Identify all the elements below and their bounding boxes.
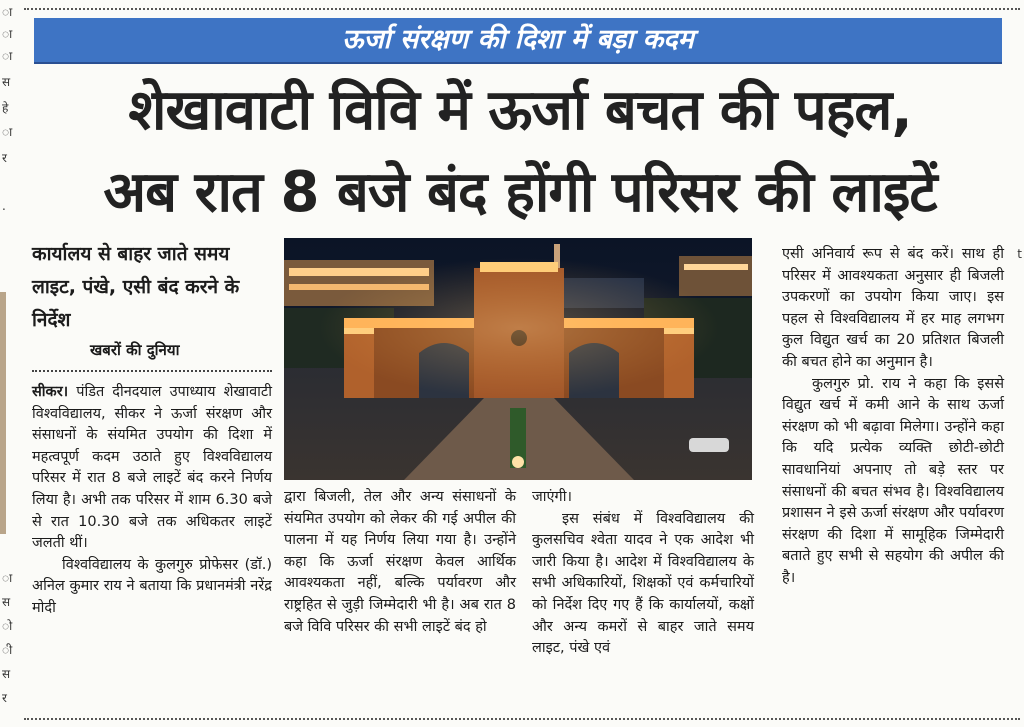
edge-photo-sliver [0, 292, 6, 534]
left-fragment: र [2, 151, 7, 165]
article-column-2 [284, 487, 516, 638]
left-fragment: ा [2, 5, 13, 19]
headline-line-2: अब रात 8 बजे बंद होंगी परिसर की लाइटें [103, 160, 937, 225]
article-column-4 [782, 244, 1004, 590]
left-edge-fragments [0, 0, 22, 727]
left-fragment: ा [2, 125, 13, 139]
bottom-border [24, 718, 1020, 720]
deck-subheadline: कार्यालय से बाहर जाते समय लाइट, पंखे, एसी बंद करने के निर्देश [32, 243, 240, 331]
left-fragment: ा [2, 49, 13, 63]
dateline: सीकर। [32, 384, 69, 400]
right-edge-fragments [1008, 0, 1024, 727]
paragraph: जाएंगी। [532, 489, 572, 505]
left-fragment: स [2, 75, 11, 89]
left-fragment: ो [2, 619, 13, 633]
left-fragment: र [2, 691, 7, 705]
left-fragment: स [2, 667, 11, 681]
left-fragment: ा [2, 571, 13, 585]
right-fragment: t [1017, 247, 1022, 261]
campus-gate-night-photo [284, 238, 752, 480]
article-column-1 [32, 382, 272, 620]
byline: खबरों की दुनिया [90, 341, 180, 359]
paragraph: विश्वविद्यालय के कुलगुरु प्रोफेसर (डॉ.) अनिल कुमार राय ने बताया कि प्रधानमंत्री नरेंद्र मोदी [32, 556, 272, 616]
left-fragment: . [2, 199, 6, 213]
paragraph: द्वारा बिजली, तेल और अन्य संसाधनों के संयमित उपयोग को लेकर की गई अपील की पालना में यह निर्णय लिया गया है। उन्होंने कहा कि ऊर्जा संरक्षण केवल आर्थिक आवश्यकता नहीं, बल्कि पर्यावरण और राष्ट्रहित से जुड़ी जिम्मेदारी भी है। अब रात 8 बजे विवि परिसर की सभी लाइटें बंद हो [284, 489, 516, 635]
headline-line-1: शेखावाटी विवि में ऊर्जा बचत की पहल, [128, 78, 912, 143]
paragraph: इस संबंध में विश्वविद्यालय की कुलसचिव श्वेता यादव ने एक आदेश भी जारी किया है। आदेश में विश्वविद्यालय के सभी अधिकारियों, शिक्षकों एवं कर्मचारियों को निर्देश दिए गए हैं कि कार्यालयों, कक्षों और अन्य कमरों से बाहर जाते समय लाइट, पंखे एवं [532, 510, 754, 657]
paragraph: एसी अनिवार्य रूप से बंद करें। साथ ही परिसर में आवश्यकता अनुसार ही बिजली उपकरणों का उपयोग किया जाए। इस पहल से विश्वविद्यालय में हर माह लगभग कुल विद्युत खर्च का 20 प्रतिशत बिजली की बचत होने का अनुमान है। [782, 246, 1004, 370]
paragraph-text: पंडित दीनदयाल उपाध्याय शेखावाटी विश्वविद्यालय, सीकर ने ऊर्जा संरक्षण और संसाधनों के संयमित उपयोग की दिशा में महत्वपूर्ण कदम उठाते हुए विश्वविद्यालय परिसर में रात 8 बजे लाइटें बंद करने निर्णय लिया है। अभी तक परिसर में शाम 6.30 बजे से रात 10.30 बजे तक अधिकतर लाइटें जलती थीं। [32, 384, 272, 552]
left-fragment: ा [2, 27, 13, 41]
photo-illustration [284, 238, 752, 480]
deck-separator [32, 370, 272, 372]
left-fragment: हे [2, 101, 9, 115]
left-fragment: स [2, 595, 11, 609]
top-border [24, 8, 1020, 10]
paragraph [32, 382, 272, 555]
kicker-banner: ऊर्जा संरक्षण की दिशा में बड़ा कदम [34, 18, 1002, 64]
left-fragment: ी [2, 643, 13, 657]
paragraph: कुलगुरु प्रो. राय ने कहा कि इससे विद्युत खर्च में कमी आने के साथ ऊर्जा संरक्षण को भी बढ़ावा मिलेगा। उन्होंने कहा कि यदि प्रत्येक व्यक्ति छोटी-छोटी सावधानियां अपनाए तो बड़े स्तर पर संसाधनों की बचत संभव है। विश्वविद्यालय प्रशासन ने इसे ऊर्जा संरक्षण और पर्यावरण संरक्षण की दिशा में सामूहिक जिम्मेदारी बताते हुए सभी से सहयोग की अपील की है। [782, 375, 1004, 586]
article-column-3 [532, 487, 754, 660]
